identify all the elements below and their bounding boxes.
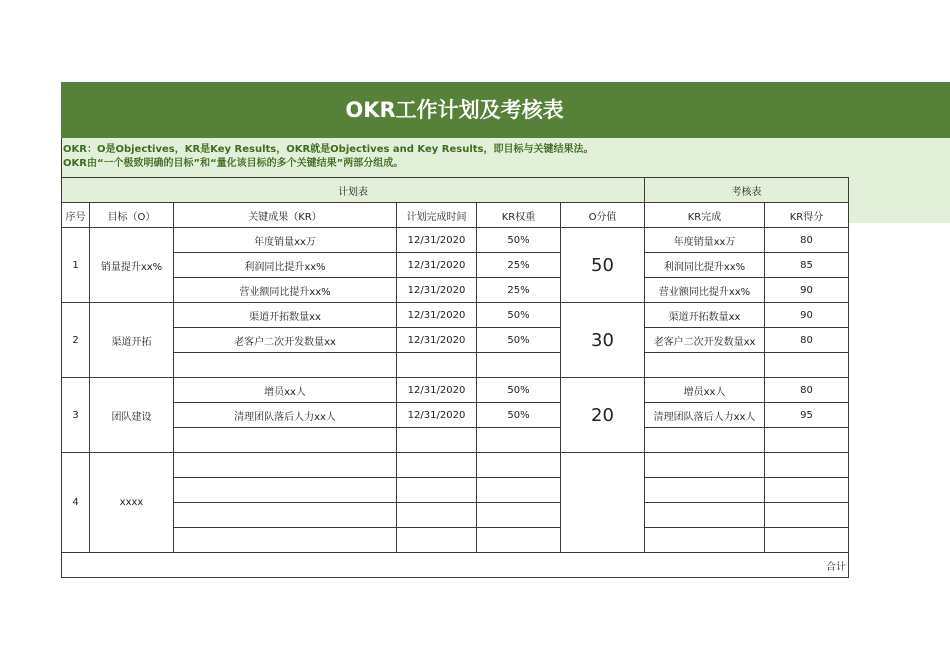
- due-cell: 12/31/2020: [397, 278, 477, 303]
- kr-score-cell: [765, 528, 849, 553]
- section-plan: 计划表: [62, 178, 645, 203]
- table-row: [62, 378, 849, 403]
- weight-cell: [477, 353, 561, 378]
- kr-done-cell: [645, 503, 765, 528]
- kr-cell: [174, 353, 397, 378]
- table-row: [62, 353, 849, 378]
- kr-score-cell: [765, 453, 849, 478]
- due-cell: 12/31/2020: [397, 403, 477, 428]
- table-row: [62, 453, 849, 478]
- due-cell: 12/31/2020: [397, 328, 477, 353]
- due-cell: [397, 453, 477, 478]
- header-objective: 目标（O）: [90, 203, 174, 228]
- table-row: [62, 528, 849, 553]
- header-seq: 序号: [62, 203, 90, 228]
- table-row: [62, 303, 849, 328]
- kr-done-cell: [645, 528, 765, 553]
- kr-done-cell: 利润同比提升xx%: [645, 253, 765, 278]
- page-title: OKR工作计划及考核表: [345, 98, 564, 122]
- weight-cell: 25%: [477, 278, 561, 303]
- kr-score-cell: [765, 478, 849, 503]
- weight-cell: 50%: [477, 303, 561, 328]
- description-line-2: OKR由“一个极致明确的目标”和“量化该目标的多个关键结果”两部分组成。: [63, 158, 404, 169]
- header-weight: KR权重: [477, 203, 561, 228]
- seq-cell: 1: [62, 228, 90, 303]
- okr-table: [61, 177, 849, 578]
- kr-score-cell: [765, 428, 849, 453]
- okr-description: [61, 138, 950, 178]
- due-cell: [397, 528, 477, 553]
- objective-cell: xxxx: [90, 453, 174, 553]
- kr-score-cell: [765, 353, 849, 378]
- kr-done-cell: 营业额同比提升xx%: [645, 278, 765, 303]
- kr-cell: 年度销量xx万: [174, 228, 397, 253]
- weight-cell: 25%: [477, 253, 561, 278]
- kr-cell: 清理团队落后人力xx人: [174, 403, 397, 428]
- kr-cell: 渠道开拓数量xx: [174, 303, 397, 328]
- section-review: 考核表: [645, 178, 849, 203]
- weight-cell: [477, 453, 561, 478]
- table-row: [62, 253, 849, 278]
- kr-score-cell: 80: [765, 378, 849, 403]
- total-label: 合计: [62, 553, 849, 578]
- table-row: [62, 478, 849, 503]
- o-score-cell: 50: [561, 228, 645, 303]
- kr-cell: [174, 478, 397, 503]
- due-cell: 12/31/2020: [397, 253, 477, 278]
- description-line-1: OKR：O是Objectives，KR是Key Results，OKR就是Objectives and Key Results，即目标与关键结果法。: [63, 144, 594, 155]
- table-row: [62, 503, 849, 528]
- header-kr-score: KR得分: [765, 203, 849, 228]
- kr-done-cell: 年度销量xx万: [645, 228, 765, 253]
- table-row: [62, 278, 849, 303]
- header-due: 计划完成时间: [397, 203, 477, 228]
- section-header-row: [62, 178, 849, 203]
- weight-cell: [477, 503, 561, 528]
- weight-cell: 50%: [477, 328, 561, 353]
- title-banner: [61, 82, 950, 138]
- due-cell: [397, 503, 477, 528]
- table-row: [62, 328, 849, 353]
- due-cell: 12/31/2020: [397, 303, 477, 328]
- kr-score-cell: [765, 503, 849, 528]
- kr-done-cell: 老客户二次开发数量xx: [645, 328, 765, 353]
- due-cell: [397, 428, 477, 453]
- kr-cell: 增员xx人: [174, 378, 397, 403]
- header-score-o: O分值: [561, 203, 645, 228]
- kr-cell: [174, 528, 397, 553]
- objective-cell: 销量提升xx%: [90, 228, 174, 303]
- kr-done-cell: 增员xx人: [645, 378, 765, 403]
- kr-cell: 老客户二次开发数量xx: [174, 328, 397, 353]
- kr-score-cell: 95: [765, 403, 849, 428]
- kr-done-cell: [645, 478, 765, 503]
- kr-done-cell: [645, 453, 765, 478]
- table-row: [62, 428, 849, 453]
- kr-cell: [174, 503, 397, 528]
- kr-score-cell: 85: [765, 253, 849, 278]
- objective-cell: 团队建设: [90, 378, 174, 453]
- due-cell: 12/31/2020: [397, 228, 477, 253]
- column-header-row: [62, 203, 849, 228]
- weight-cell: 50%: [477, 228, 561, 253]
- header-fill-extension: [848, 178, 950, 223]
- kr-cell: [174, 453, 397, 478]
- header-kr-done: KR完成: [645, 203, 765, 228]
- due-cell: [397, 478, 477, 503]
- kr-cell: [174, 428, 397, 453]
- table-row: [62, 403, 849, 428]
- total-row: [62, 553, 849, 578]
- weight-cell: [477, 428, 561, 453]
- kr-cell: 营业额同比提升xx%: [174, 278, 397, 303]
- seq-cell: 3: [62, 378, 90, 453]
- kr-score-cell: 90: [765, 278, 849, 303]
- o-score-cell: 20: [561, 378, 645, 453]
- header-kr: 关键成果（KR）: [174, 203, 397, 228]
- kr-done-cell: 清理团队落后人力xx人: [645, 403, 765, 428]
- o-score-cell: 30: [561, 303, 645, 378]
- kr-done-cell: [645, 353, 765, 378]
- kr-score-cell: 80: [765, 328, 849, 353]
- objective-cell: 渠道开拓: [90, 303, 174, 378]
- due-cell: 12/31/2020: [397, 378, 477, 403]
- o-score-cell: [561, 453, 645, 553]
- due-cell: [397, 353, 477, 378]
- table-row: [62, 228, 849, 253]
- weight-cell: 50%: [477, 403, 561, 428]
- kr-done-cell: [645, 428, 765, 453]
- kr-done-cell: 渠道开拓数量xx: [645, 303, 765, 328]
- kr-score-cell: 80: [765, 228, 849, 253]
- seq-cell: 2: [62, 303, 90, 378]
- weight-cell: [477, 528, 561, 553]
- weight-cell: [477, 478, 561, 503]
- kr-cell: 利润同比提升xx%: [174, 253, 397, 278]
- weight-cell: 50%: [477, 378, 561, 403]
- kr-score-cell: 90: [765, 303, 849, 328]
- seq-cell: 4: [62, 453, 90, 553]
